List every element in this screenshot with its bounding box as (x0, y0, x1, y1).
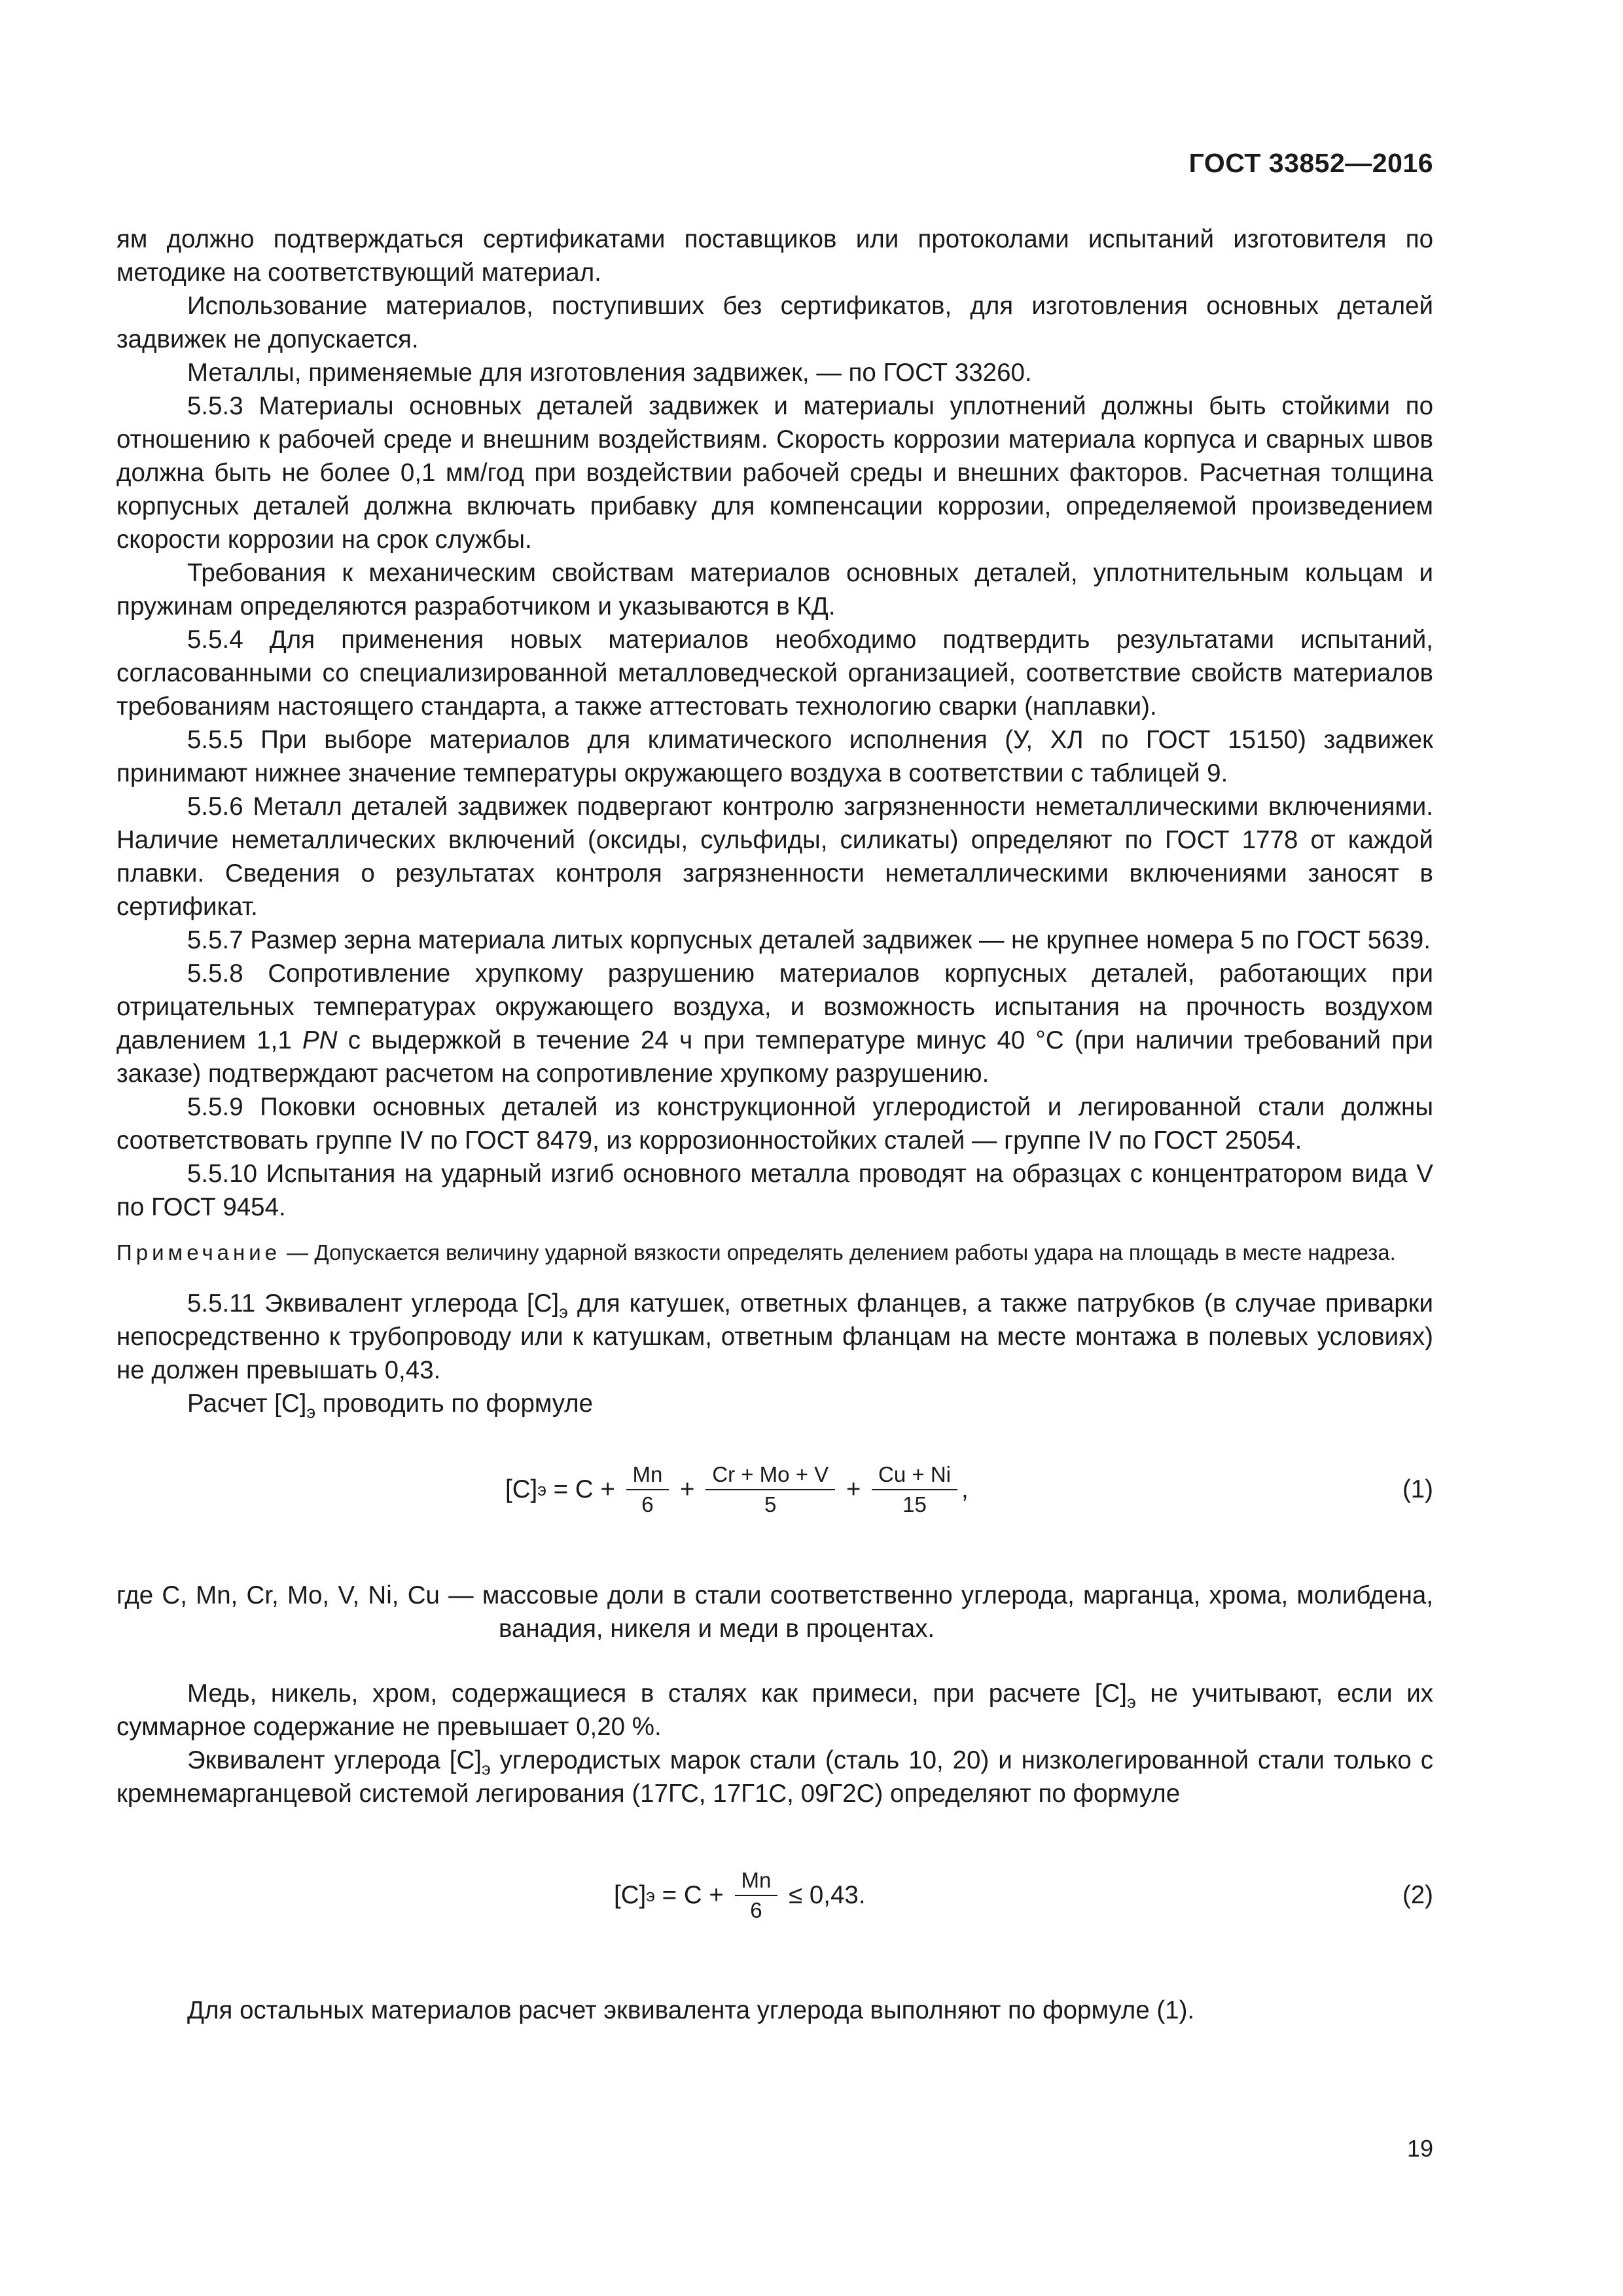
paragraph-5-5-6: 5.5.6 Металл деталей задвижек подвергают контролю загрязненности неметаллическими включениями. Наличие неметаллических включений (оксиды, сульфиды, силикаты) определяют по ГОСТ 1778 от каждой плавки. Сведения о результатах контроля загрязненности неметаллическими включениями заносят в сертификат. (116, 793, 1433, 921)
fraction (872, 1460, 957, 1519)
formula-operator: + (839, 1475, 868, 1503)
paragraph: Для остальных материалов расчет эквивалента углерода выполняют по формуле (1). (187, 1996, 1195, 2024)
subscript: э (559, 1302, 568, 1322)
formula-operator: + (673, 1475, 702, 1503)
page-number: 19 (1406, 2135, 1433, 2162)
formula-1 (116, 1450, 1433, 1549)
paragraph: Использование материалов, поступивших без сертификатов, для изготовления основных деталей задвижек не допускается. (116, 292, 1433, 353)
formula-legend: где C, Mn, Cr, Mo, V, Ni, Cu — массовые доли в стали соответственно углерода, марганца, хрома, молибдена, ванадия, никеля и меди в процентах. (116, 1581, 1433, 1643)
paragraph (116, 1677, 1433, 1744)
formula-term: = C + (654, 1881, 731, 1909)
formula-tail: , (961, 1475, 969, 1503)
paragraph-5-5-7: 5.5.7 Размер зерна материала литых корпусных деталей задвижек — не крупнее номера 5 по ГОСТ 5639. (187, 926, 1431, 954)
formula-1-expression: [C] э = C + $\frac{Mn}{6}$ + $\frac{Cr + Mo + V}{5}$ + $\frac{Cu + Ni}{15}$ , (505, 1450, 969, 1529)
formula-number: (2) (1402, 1881, 1433, 1909)
formula-lhs: [C] (505, 1475, 538, 1503)
numerator: Mn (632, 1462, 663, 1486)
text-run: углеродистых марок стали (сталь 10, 20) и низколегированной стали только с кремнемарганцевой системой легирования (17ГС, 17Г1С, 09Г2С) определяют по формуле (116, 1746, 1433, 1808)
denominator: 6 (750, 1898, 762, 1922)
numerator: Cr + Mo + V (712, 1462, 829, 1486)
formula-tail: ≤ 0,43. (781, 1881, 866, 1909)
paragraph-5-5-5: 5.5.5 При выборе материалов для климатического исполнения (У, ХЛ по ГОСТ 15150) задвижек принимают нижнее значение температуры окружающего воздуха в соответствии с таблицей 9. (116, 726, 1433, 787)
subscript: э (306, 1402, 316, 1422)
subscript: э (481, 1759, 491, 1779)
text-run: Эквивалент углерода [C] (187, 1746, 482, 1774)
fraction (626, 1460, 669, 1519)
text-run: Расчет [C] (187, 1390, 307, 1418)
denominator: 15 (902, 1492, 927, 1516)
text-run: с выдержкой в течение 24 ч при температуре минус 40 °С (при наличии требований при заказе) подтверждают расчетом на сопротивление хрупкому разрушению. (116, 1026, 1433, 1088)
text-run: проводить по формуле (315, 1390, 594, 1418)
note-label: Примечание (116, 1240, 281, 1265)
fraction (735, 1866, 778, 1925)
formula-term: = C + (546, 1475, 622, 1503)
text-run: Медь, никель, хром, содержащиеся в сталях как примеси, при расчете [C] (187, 1679, 1127, 1708)
paragraph-5-5-11 (116, 1287, 1433, 1387)
document-header: ГОСТ 33852—2016 (1188, 148, 1433, 178)
formula-2-expression: [C] э = C + $\frac{Mn}{6}$ ≤ 0,43. (614, 1856, 866, 1935)
paragraph: Требования к механическим свойствам материалов основных деталей, уплотнительным кольцам и пружинам определяются разработчиком и указываются в КД. (116, 559, 1433, 620)
text-run: для катушек, ответных фланцев, а также патрубков (в случае приварки непосредственно к трубопроводу или к катушкам, ответным фланцам на месте монтажа в полевых условиях) не должен превышать 0,43. (116, 1289, 1433, 1384)
text-run: 5.5.8 Сопротивление хрупкому разрушению материалов корпусных деталей, работающих при отрицательных температурах окружающего воздуха, и возможность испытания на прочность воздухом давлением 1,1 (116, 960, 1433, 1054)
text-run: 5.5.11 Эквивалент углерода [C] (187, 1289, 560, 1318)
denominator: 5 (764, 1492, 777, 1516)
document-page (116, 0, 1433, 2296)
text-run: не учитывают, если их суммарное содержание не превышает 0,20 %. (116, 1679, 1433, 1741)
paragraph: ям должно подтверждаться сертификатами поставщиков или протоколами испытаний изготовителя по методике на соответствующий материал. (116, 225, 1433, 287)
document-body (116, 223, 1433, 2027)
note (116, 1238, 1433, 1267)
denominator: 6 (641, 1492, 654, 1516)
paragraph-5-5-8 (116, 957, 1433, 1090)
formula-lhs: [C] (614, 1881, 647, 1909)
subscript: э (1127, 1692, 1136, 1712)
paragraph-5-5-3: 5.5.3 Материалы основных деталей задвижек и материалы уплотнений должны быть стойкими по отношению к рабочей среде и внешним воздействиям. Скорость коррозии материала корпуса и сварных швов должна быть не более 0,1 мм/год при воздействии рабочей среды и внешних факторов. Расчетная толщина корпусных деталей должна включать прибавку для компенсации коррозии, определяемой произведением скорости коррозии на срок службы. (116, 392, 1433, 554)
paragraph-5-5-4: 5.5.4 Для применения новых материалов необходимо подтвердить результатами испытаний, согласованными со специализированной металловедческой организацией, соответствие свойств материалов требованиям настоящего стандарта, а также аттестовать технологию сварки (наплавки). (116, 626, 1433, 721)
paragraph (116, 1387, 1433, 1420)
formula-2 (116, 1856, 1433, 1954)
fraction (705, 1460, 835, 1519)
pn-symbol: PN (302, 1026, 338, 1054)
note-text: — Допускается величину ударной вязкости определять делением работы удара на площадь в месте надреза. (281, 1240, 1396, 1265)
paragraph: Металлы, применяемые для изготовления задвижек, — по ГОСТ 33260. (187, 359, 1032, 387)
paragraph (116, 1744, 1433, 1810)
paragraph-5-5-9: 5.5.9 Поковки основных деталей из конструкционной углеродистой и легированной стали должны соответствовать группе IV по ГОСТ 8479, из коррозионностойких сталей — группе IV по ГОСТ 25054. (116, 1093, 1433, 1155)
numerator: Cu + Ni (878, 1462, 951, 1486)
numerator: Mn (741, 1868, 772, 1892)
formula-number: (1) (1402, 1475, 1433, 1503)
paragraph-5-5-10: 5.5.10 Испытания на ударный изгиб основного металла проводят на образцах с концентратором вида V по ГОСТ 9454. (116, 1160, 1433, 1221)
